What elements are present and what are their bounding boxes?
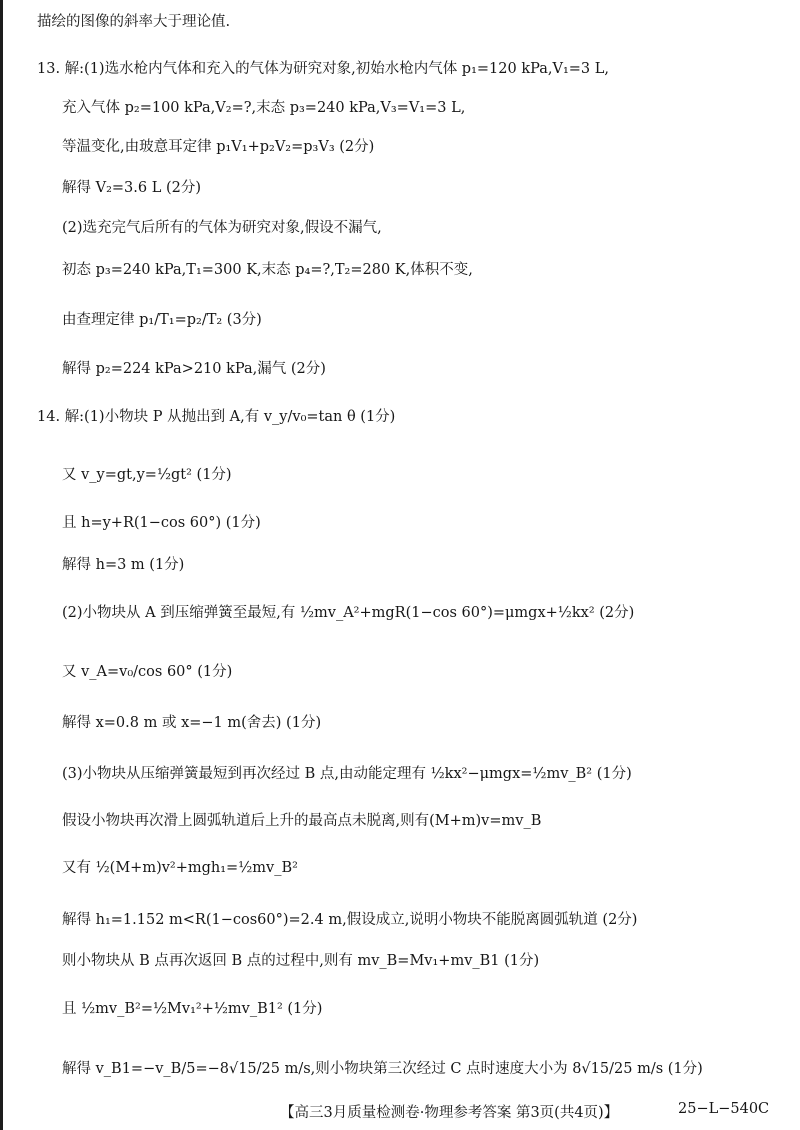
text-line-15: 又 v_A=v₀/cos 60° (1分) — [62, 664, 233, 680]
text-line-05: 解得 V₂=3.6 L (2分) — [62, 180, 201, 196]
text-line-23: 解得 v_B1=−v_B/5=−8√15/25 m/s,则小物块第三次经过 C 点时速度大小为 8√15/25 m/s (1分) — [62, 1061, 703, 1077]
text-line-09: 解得 p₂=224 kPa>210 kPa,漏气 (2分) — [62, 361, 326, 377]
text-line-13: 解得 h=3 m (1分) — [62, 557, 185, 573]
text-line-19: 又有 ½(M+m)v²+mgh₁=½mv_B² — [62, 860, 298, 876]
footer-title: 【高三3月质量检测卷·物理参考答案 第3页(共4页)】 — [280, 1105, 619, 1121]
text-line-07: 初态 p₃=240 kPa,T₁=300 K,末态 p₄=?,T₂=280 K,体积不变, — [62, 262, 473, 278]
text-line-22: 且 ½mv_B²=½Mv₁²+½mv_B1² (1分) — [62, 1001, 323, 1017]
text-line-14: (2)小物块从 A 到压缩弹簧至最短,有 ½mv_A²+mgR(1−cos 60°)=μmgx+½kx² (2分) — [62, 605, 635, 621]
text-line-10: 14. 解:(1)小物块 P 从抛出到 A,有 v_y/v₀=tan θ (1分) — [37, 409, 396, 425]
page-left-border — [0, 0, 3, 1130]
text-line-11: 又 v_y=gt,y=½gt² (1分) — [62, 467, 232, 483]
text-line-18: 假设小物块再次滑上圆弧轨道后上升的最高点未脱离,则有(M+m)v=mv_B — [62, 813, 542, 829]
text-line-06: (2)选充完气后所有的气体为研究对象,假设不漏气, — [62, 220, 382, 236]
text-line-12: 且 h=y+R(1−cos 60°) (1分) — [62, 515, 261, 531]
text-line-04: 等温变化,由玻意耳定律 p₁V₁+p₂V₂=p₃V₃ (2分) — [62, 139, 375, 155]
text-line-21: 则小物块从 B 点再次返回 B 点的过程中,则有 mv_B=Mv₁+mv_B1 (1分) — [62, 953, 540, 969]
footer-code: 25−L−540C — [678, 1101, 770, 1117]
text-line-20: 解得 h₁=1.152 m<R(1−cos60°)=2.4 m,假设成立,说明小物块不能脱离圆弧轨道 (2分) — [62, 912, 638, 928]
text-line-03: 充入气体 p₂=100 kPa,V₂=?,末态 p₃=240 kPa,V₃=V₁=3 L, — [62, 100, 466, 116]
text-line-01: 描绘的图像的斜率大于理论值. — [37, 14, 231, 30]
text-line-17: (3)小物块从压缩弹簧最短到再次经过 B 点,由动能定理有 ½kx²−μmgx=½mv_B² (1分) — [62, 766, 632, 782]
text-line-02: 13. 解:(1)选水枪内气体和充入的气体为研究对象,初始水枪内气体 p₁=120 kPa,V₁=3 L, — [37, 61, 609, 77]
text-line-08: 由查理定律 p₁/T₁=p₂/T₂ (3分) — [62, 312, 262, 328]
text-line-16: 解得 x=0.8 m 或 x=−1 m(舍去) (1分) — [62, 715, 322, 731]
